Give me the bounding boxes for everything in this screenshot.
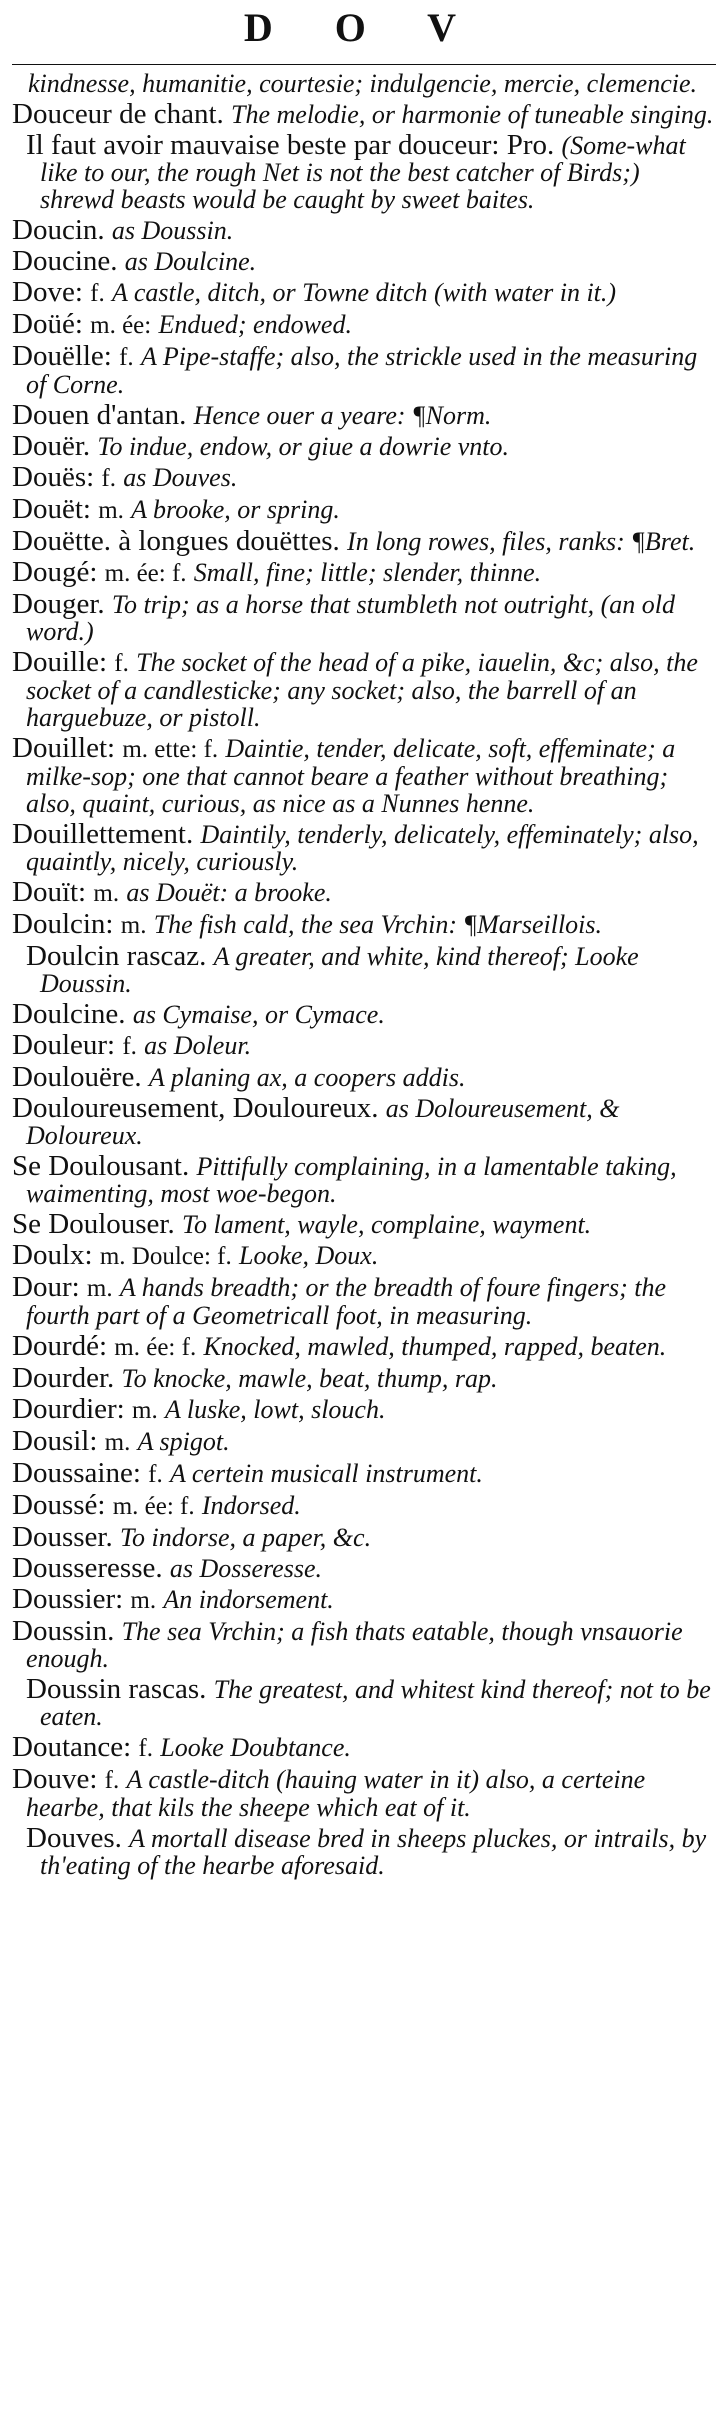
entry-definition: Looke, Doux. [238,1241,379,1270]
entry-grammar-label: m. [86,1275,113,1302]
entry-definition: as Dosseresse. [169,1554,322,1583]
entry-headword: Douille: [12,646,108,678]
entry-headword: Doussé: [12,1489,106,1521]
entry-definition: To lament, wayle, complaine, wayment. [181,1210,592,1239]
dictionary-entry [12,245,714,277]
entry-headword: Dove: [12,276,83,308]
entry-definition: as Doulcine. [124,247,257,276]
entry-definition: Indorsed. [201,1491,301,1520]
entry-headword: Doulcine. [12,998,126,1030]
entry-headword: Douillettement. [12,818,194,850]
entry-headword: Douës: [12,461,95,493]
entry-headword: Douve: [12,1763,98,1795]
entry-headword: Dourdé: [12,1330,108,1362]
entry-definition: Knocked, mawled, thumped, rapped, beaten. [203,1332,667,1361]
entry-headword: Doulcin rascaz. [26,940,207,972]
dictionary-entry [12,1061,714,1093]
entry-definition: Daintily, tenderly, delicately, effeminately; also, quaintly, nicely, curiously. [26,820,699,876]
entry-definition: To indorse, a paper, &c. [119,1523,372,1552]
entry-grammar-label: f. [119,344,134,371]
entry-grammar-label: m. ée: [90,312,152,339]
entry-headword: Douët: [12,493,91,525]
entry-headword: Douït: [12,876,87,908]
entry-definition: A luske, lowt, slouch. [164,1395,386,1424]
entry-grammar-label: f. [138,1735,153,1762]
entry-definition: Pittifully complaining, in a lamentable taking, waimenting, most woe-begon. [26,1152,677,1208]
entry-grammar-label: f. [122,1033,137,1060]
header-rule [12,64,716,65]
entry-definition: A spigot. [137,1427,230,1456]
entry-grammar-label: m. Doulce: f. [99,1243,232,1270]
entry-definition: The socket of the head of a pike, iauelin, &c; also, the socket of a candlesticke; any socket; also, the barrell of an harguebuze, or pistoll. [26,648,698,732]
dictionary-entry [12,1583,714,1615]
dictionary-entry [12,1208,714,1240]
entry-headword: Douloureusement, Douloureux. [12,1092,379,1124]
dictionary-entry [12,1521,714,1553]
entry-definition: as Doleur. [144,1031,252,1060]
entry-list [12,70,714,1883]
dictionary-entry [12,430,714,462]
entry-grammar-label: m. [93,880,120,907]
entry-headword: Se Doulouser. [12,1208,175,1240]
entry-definition: In long rowes, files, ranks: ¶Bret. [347,527,696,556]
dictionary-entry [12,493,714,525]
dictionary-entry [12,1425,714,1457]
entry-headword: Se Doulousant. [12,1150,190,1182]
entry-headword: Doucine. [12,245,118,277]
entry-headword: Douëtte. à longues douëttes. [12,525,340,557]
entry-headword: Douëlle: [12,340,112,372]
entry-headword: Doussin. [12,1615,115,1647]
entry-headword: Douger. [12,588,105,620]
entry-grammar-label: m. [98,497,124,524]
entry-headword: Dourder. [12,1362,115,1394]
entry-definition: The fish cald, the sea Vrchin: ¶Marseillois. [153,910,603,939]
entry-definition: The greatest, and whitest kind thereof; not to be eaten. [40,1675,711,1731]
dictionary-entry [12,276,714,308]
entry-grammar-label: m. [132,1397,158,1424]
entry-grammar-label: m. [120,912,147,939]
dictionary-entry [12,1731,714,1763]
entry-definition: Looke Doubtance. [160,1733,351,1762]
entry-definition: A castle, ditch, or Towne ditch (with water in it.) [111,278,617,307]
entry-definition: Small, fine; little; slender, thinne. [193,558,542,587]
entry-definition: An indorsement. [163,1585,334,1614]
dictionary-entry [12,1362,714,1394]
entry-definition: The melodie, or harmonie of tuneable singing. [231,100,714,129]
dictionary-entry [12,556,714,588]
entry-definition: To trip; as a horse that stumbleth not outright, (an old word.) [26,590,676,646]
dictionary-entry [12,1489,714,1521]
dictionary-entry [12,1150,714,1208]
entry-grammar-label: m. ée: f. [112,1493,195,1520]
entry-definition: To indue, endow, or giue a dowrie vnto. [97,432,510,461]
entry-grammar-label: m. ée: f. [114,1334,197,1361]
entry-grammar-label: f. [114,650,129,677]
entry-headword: Doulx: [12,1239,93,1271]
entry-headword: Dougé: [12,556,98,588]
entry-grammar-label: f. [90,280,105,307]
dictionary-entry [12,340,714,399]
dictionary-entry [12,1822,714,1880]
entry-headword: Doulcin: [12,908,114,940]
entry-definition: A hands breadth; or the breadth of foure fingers; the fourth part of a Geometricall foot, in measuring. [26,1273,667,1330]
dictionary-entry [12,732,714,818]
dictionary-entry [12,1271,714,1330]
dictionary-entry [12,98,714,130]
entry-headword: Dousser. [12,1521,113,1553]
entry-grammar-label: m. [104,1429,131,1456]
entry-grammar-label: f. [148,1461,163,1488]
entry-definition: as Doussin. [111,216,234,245]
entry-headword: Il faut avoir mauvaise beste par douceur: Pro. [26,129,555,161]
entry-headword: Dourdier: [12,1393,125,1425]
dictionary-entry [12,876,714,908]
dictionary-entry [12,1673,714,1731]
entry-headword: Doussin rascas. [26,1673,207,1705]
dictionary-entry [12,525,714,557]
entry-definition: as Doloureusement, & Doloureux. [26,1094,620,1150]
entry-definition: A planing ax, a coopers addis. [148,1063,466,1092]
dictionary-entry [12,1029,714,1061]
dictionary-entry [12,588,714,646]
dictionary-entry [12,1330,714,1362]
running-head: D O V [243,5,483,50]
dictionary-entry [12,214,714,246]
dictionary-entry [12,646,714,732]
dictionary-entry [12,940,714,998]
entry-headword: Douceur de chant. [12,98,224,130]
entry-definition: A castle-ditch (hauing water in it) also, a certeine hearbe, that kils the sheepe which eat of it. [26,1765,646,1822]
entry-grammar-label: m. [130,1587,157,1614]
entry-headword: Doussier: [12,1583,124,1615]
entry-grammar-label: m. ette: f. [122,736,219,763]
dictionary-entry [12,1615,714,1673]
entry-definition: Daintie, tender, delicate, soft, effeminate; a milke-sop; one that cannot beare a feather without breathing; also, quaint, curious, as nice as a Nunnes hennе. [26,734,676,818]
entry-definition: as Cymaise, or Cymace. [132,1000,385,1029]
entry-headword: Doucin. [12,214,105,246]
entry-definition: (Some-what like to our, the rough Net is not the best catcher of Birds;) shrewd beasts would be caught by sweet baites. [40,131,686,214]
dictionary-entry [12,461,714,493]
entry-headword: Doulouëre. [12,1061,142,1093]
entry-headword: Dousil: [12,1425,98,1457]
entry-grammar-label: f. [104,1767,120,1794]
entry-grammar-label: m. ée: f. [104,560,187,587]
entry-definition: A certein musicall instrument. [169,1459,483,1488]
dictionary-entry [12,129,714,214]
entry-definition: The sea Vrchin; a fish thats eatable, though vnsauorie enough. [26,1617,683,1673]
entry-headword: Doussaine: [12,1457,141,1489]
dictionary-entry [12,399,714,431]
dictionary-entry [12,818,714,876]
entry-definition: A greater, and white, kind thereof; Looke Doussin. [40,942,639,998]
entry-headword: Doutance: [12,1731,132,1763]
dictionary-entry [12,70,714,97]
dictionary-entry [12,1763,714,1822]
entry-headword: Douillet: [12,732,116,764]
entry-definition: kindnesse, humanitie, courtesie; indulgencie, mercie, clemencie. [28,69,698,98]
entry-definition: as Douët: a brooke. [126,878,332,907]
entry-definition: as Douves. [123,463,238,492]
entry-definition: Endued; endowed. [158,310,352,339]
entry-headword: Douër. [12,430,91,462]
dictionary-entry [12,1092,714,1150]
dictionary-entry [12,1393,714,1425]
entry-headword: Douleur: [12,1029,116,1061]
entry-definition: A Pipe-staffe; also, the strickle used in the measuring of Corne. [26,342,698,399]
entry-headword: Douves. [26,1822,122,1854]
entry-definition: Hence ouer a yeare: ¶Norm. [193,401,492,430]
dictionary-entry [12,1552,714,1584]
entry-grammar-label: f. [101,465,116,492]
dictionary-entry [12,1239,714,1271]
dictionary-entry [12,908,714,940]
dictionary-entry [12,1457,714,1489]
entry-definition: A brooke, or spring. [131,495,340,524]
entry-headword: Dousseresse. [12,1552,163,1584]
entry-definition: To knocke, mawle, beat, thump, rap. [121,1364,498,1393]
entry-headword: Dour: [12,1271,80,1303]
entry-definition: A mortall disease bred in sheeps pluckes, or intrails, by th'eating of the hearbe aforesaid. [40,1824,707,1880]
entry-headword: Doüé: [12,308,83,340]
entry-headword: Douen d'antan. [12,399,187,431]
dictionary-entry [12,998,714,1030]
dictionary-entry [12,308,714,340]
